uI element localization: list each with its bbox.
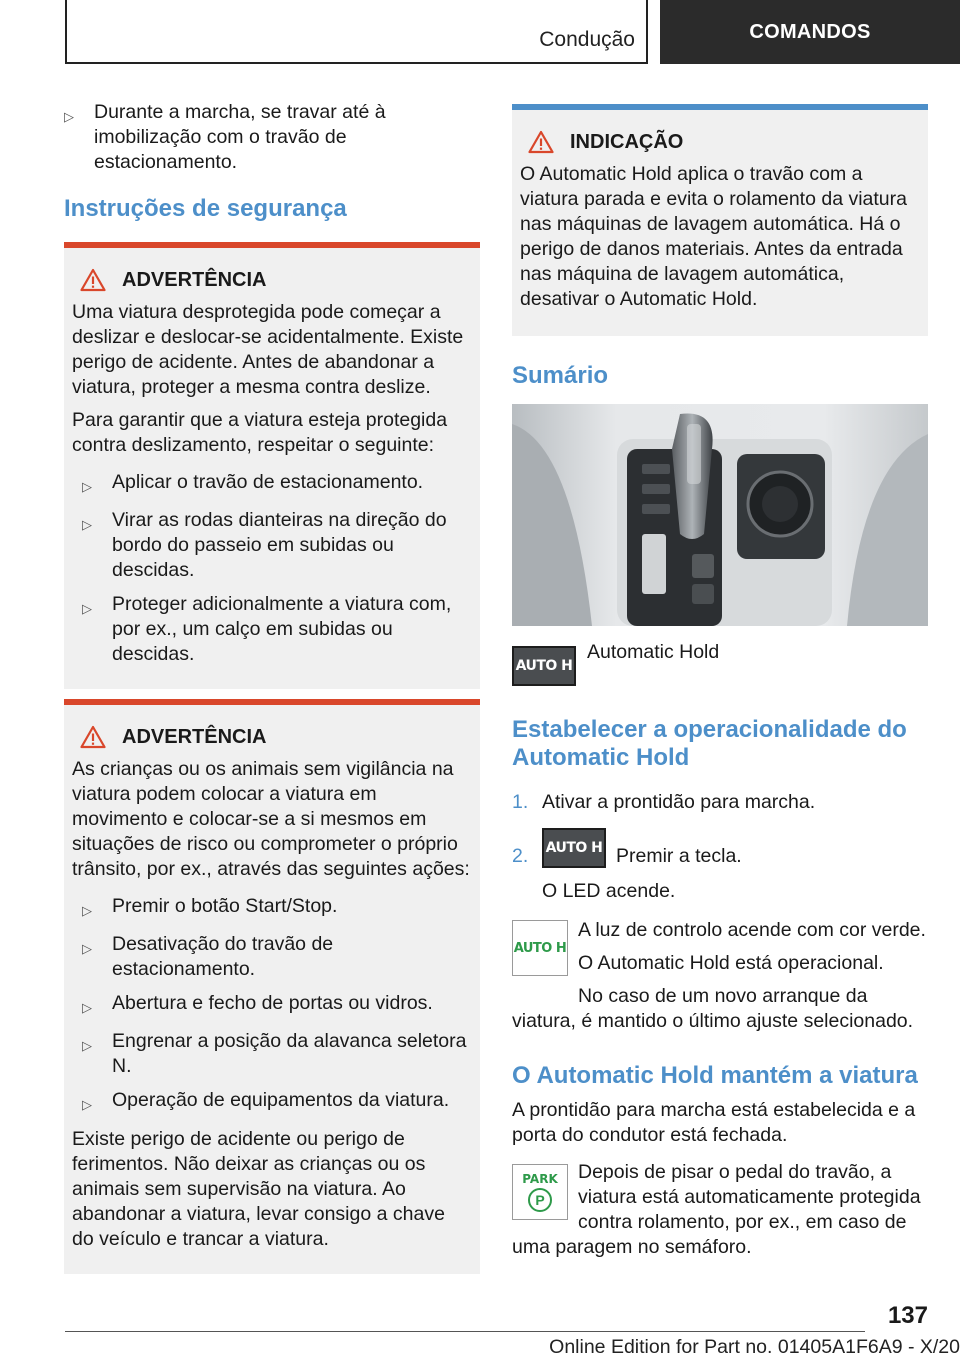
indicator-text-1: A luz de controlo acende com cor verde. <box>578 919 926 941</box>
park-text: Depois de pisar o pedal do travão, a viatura está automaticamente protegida contra rolamento, por ex., em caso de uma paragem no semáforo. <box>512 1161 921 1258</box>
bullet-triangle-icon: ▷ <box>64 109 74 124</box>
auto-h-key-caption: Automatic Hold <box>587 641 720 663</box>
park-indicator-block <box>512 1160 928 1260</box>
warning-triangle-icon <box>80 725 106 749</box>
park-indicator-icon: PARK P <box>512 1164 568 1220</box>
header-chapter-tab: COMANDOS <box>660 0 960 64</box>
warning-1-text: Uma viatura desprotegida pode começar a deslizar e deslocar-se acidentalmente. Existe perigo de acidente. Antes de abandonar a viatura, proteger a mesma contra deslize. <box>72 301 464 398</box>
indicator-text-2: O Automatic Hold está operacional. <box>578 952 884 974</box>
bullet-triangle-icon: ▷ <box>82 941 92 956</box>
right-column <box>512 104 928 1260</box>
list-item: ▷ Virar as rodas dianteiras na direção do bordo do passeio em subidas ou descidas. <box>82 509 447 581</box>
list-item: ▷ Abertura e fecho de portas ou vidros. <box>82 991 472 1020</box>
footer-edition: Online Edition for Part no. 01405A1F6A9 - X/20 <box>549 1336 960 1358</box>
auto-h-key-row <box>512 641 928 686</box>
warning-box-1 <box>64 242 480 689</box>
bullet-triangle-icon: ▷ <box>82 1038 92 1053</box>
bullet-triangle-icon: ▷ <box>82 903 92 918</box>
page-number: 137 <box>887 1302 928 1329</box>
auto-h-indicator-icon: AUTO H <box>512 920 568 976</box>
bullet-triangle-icon: ▷ <box>82 1000 92 1015</box>
header-line-right <box>646 0 648 64</box>
keeps-text: A prontidão para marcha está estabelecida e a porta do condutor está fechada. <box>512 1099 916 1146</box>
bullet-triangle-icon: ▷ <box>82 517 92 532</box>
header-line-left <box>65 0 67 64</box>
list-item: ▷ Premir o botão Start/Stop. <box>82 894 472 923</box>
auto-h-key-icon: AUTO H <box>542 828 606 868</box>
bullet-triangle-icon: ▷ <box>82 479 92 494</box>
left-column <box>64 100 480 1274</box>
warning-triangle-icon <box>528 130 554 154</box>
footer-line <box>65 1331 865 1332</box>
note-box <box>512 104 928 336</box>
header-line-bottom <box>65 62 648 64</box>
list-item: ▷ Desativação do travão de estacionamento. <box>82 933 334 980</box>
warning-box-2-title: ADVERTÊNCIA <box>72 725 472 749</box>
warning-triangle-icon <box>80 268 106 292</box>
indicator-text-3: No caso de um novo arranque da viatura, é mantido o último ajuste selecionado. <box>512 985 914 1032</box>
bullet-triangle-icon: ▷ <box>82 601 92 616</box>
center-console-photo <box>512 404 928 626</box>
warning-box-2 <box>64 699 480 1274</box>
warning-2-text: As crianças ou os animais sem vigilância na viatura podem colocar a viatura em movimento e colocar-se a si mesmos em situações de risco ou comprometer o próprio trânsito, por ex., através das seguintes ações: <box>72 758 470 880</box>
led-text: O LED acende. <box>542 880 676 902</box>
park-circle-icon: P <box>528 1188 552 1212</box>
auto-h-indicator-block <box>512 918 928 1034</box>
establish-heading: Estabelecer a operacionalidade do Automatic Hold <box>512 716 907 771</box>
note-box-title: INDICAÇÃO <box>520 130 920 154</box>
list-item: ▷ Aplicar o travão de estacionamento. <box>82 470 472 499</box>
list-item: ▷ Proteger adicionalmente a viatura com, por ex., um calço em subidas ou descidas. <box>82 593 452 665</box>
step-1: 1. Ativar a prontidão para marcha. <box>512 791 816 813</box>
step-2: 2. AUTO H Premir a tecla. <box>512 828 928 869</box>
note-text: O Automatic Hold aplica o travão com a viatura parada e evita o rolamento da viatura nas máquinas de lavagem automática. Há o perigo de danos materiais. Antes da entrada nas máquina de lavagem automática, desativar o Automatic Hold. <box>520 163 907 310</box>
warning-1-text-2: Para garantir que a viatura esteja protegida contra deslizamento, respeitar o seguinte: <box>72 409 448 456</box>
warning-box-1-title: ADVERTÊNCIA <box>72 268 472 292</box>
keeps-heading: O Automatic Hold mantém a viatura <box>512 1062 918 1089</box>
safety-heading: Instruções de segurança <box>64 195 347 222</box>
warning-2-text-2: Existe perigo de acidente ou perigo de ferimentos. Não deixar as crianças ou os animais sem supervisão na viatura. Ao abandonar a viatura, levar consigo a chave do veículo e trancar a viatura. <box>72 1128 445 1250</box>
intro-bullet: ▷ Durante a marcha, se travar até à imobilização com o travão de estacionamento. <box>64 101 386 173</box>
bullet-triangle-icon: ▷ <box>82 1097 92 1112</box>
list-item: ▷ Engrenar a posição da alavanca seletora N. <box>82 1030 467 1077</box>
auto-h-key-icon: AUTO H <box>512 646 576 686</box>
header-section-title: Condução <box>539 28 635 51</box>
list-item: ▷ Operação de equipamentos da viatura. <box>82 1088 472 1117</box>
center-console-illustration <box>512 404 928 626</box>
summary-heading: Sumário <box>512 362 609 389</box>
